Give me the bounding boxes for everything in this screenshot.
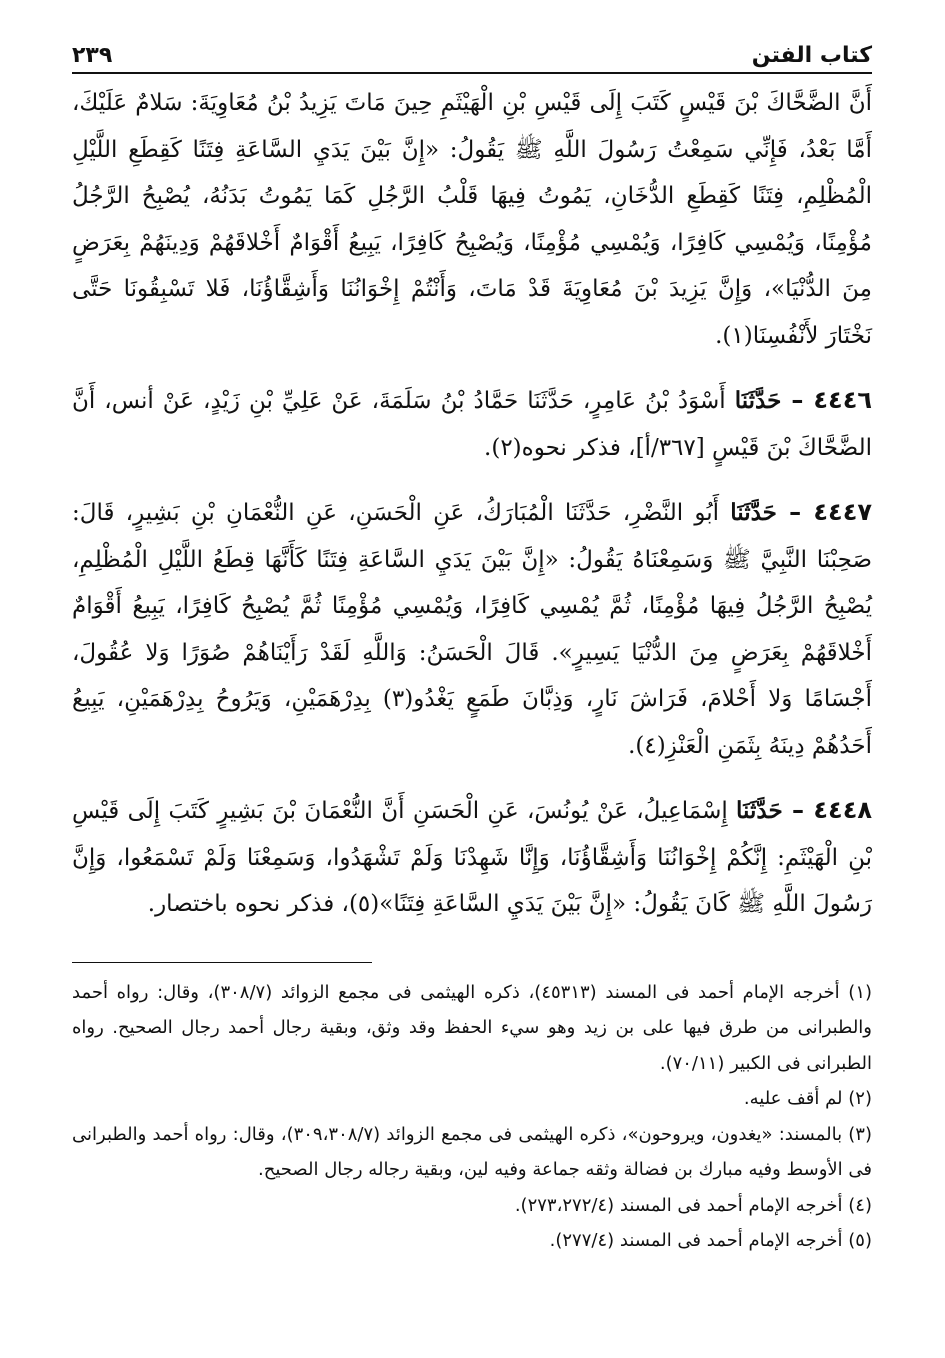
book-page [72, 28, 872, 1338]
hadith-number: ٤٤٤٦ [813, 386, 872, 414]
hadith-continuation [72, 80, 872, 359]
footnote: (٣) بالمسند: «يغدون، ويروحون»، ذكره الهيثمى فى مجمع الزوائد (٣٠٩،٣٠٨/٧)، وقال: رواه أحمد والطبرانى فى الأوسط وفيه مبارك بن فضالة وثقه جماعة وفيه لين، وبقية رجاله رجال الصحيح. [72, 1123, 872, 1180]
footnote: (١) أخرجه الإمام أحمد فى المسند (٤٥٣١٣)، ذكره الهيثمى فى مجمع الزوائد (٣٠٨/٧)، وقال: رواه أحمد والطبرانى من طرق فيها على بن زيد وهو سيء الحفظ وقد وثق، وبقية رجال أحمد رجال الصحيح. رواه الطبرانى فى الكبير (٧٠/١١). [72, 981, 873, 1074]
hadith-dash: – [781, 386, 814, 414]
hadith-4448 [72, 787, 872, 928]
footnote: (٤) أخرجه الإمام أحمد فى المسند (٢٧٣،٢٧٢/٤). [514, 1194, 872, 1216]
hadith-4447 [72, 489, 872, 769]
hadith-lead: حَدَّثَنَا [734, 387, 782, 414]
hadith-text: أَنَّ الضَّحَّاكَ بْنَ قَيْسٍ كَتَبَ إِلَى قَيْسِ بْنِ الْهَيْثَمِ حِينَ مَاتَ يَزِيدُ بْنُ مُعَاوِيَةَ: سَلامٌ عَلَيْكَ، أَمَّا بَعْدُ، فَإِنِّي سَمِعْتُ رَسُولَ اللَّهِ ﷺ يَقُولُ: «إِنَّ بَيْنَ يَدَيِ السَّاعَةِ فِتَنًا كَقِطَعِ اللَّيْلِ الْمُظْلِمِ، فِتَنًا كَقِطَعِ الدُّخَانِ، يَمُوتُ فِيهَا قَلْبُ الرَّجُلِ كَمَا يَمُوتُ بَدَنُهُ، يُصْبِحُ الرَّجُلُ مُؤْمِنًا، وَيُمْسِي كَافِرًا، وَيُمْسِي مُؤْمِنًا، وَيُصْبِحُ كَافِرًا، يَبِيعُ أَقْوَامٌ أَخْلاقَهُمْ وَدِينَهُمْ بِعَرَضٍ مِنَ الدُّنْيَا»، وَإِنَّ يَزِيدَ بْنَ مُعَاوِيَةَ قَدْ مَاتَ، وَأَنْتُمْ إِخْوَانُنَا وَأَشِقَّاؤُنَا، فَلا تَسْبِقُونَا حَتَّى نَخْتَارَ لأَنْفُسِنَا(١). [72, 90, 872, 349]
hadith-4446 [72, 377, 872, 471]
hadith-text: أَسْوَدُ بْنُ عَامِرٍ، حَدَّثَنَا حَمَّادُ بْنُ سَلَمَةَ، عَنْ عَلِيِّ بْنِ زَيْدٍ، عَنْ أنس، أَنَّ الضَّحَّاكَ بْنَ قَيْسٍ [٣٦٧/أ]، فذكر نحوه(٢). [72, 388, 872, 461]
page-number: ٢٣٩ [72, 43, 113, 68]
book-title: كتاب الفتن [751, 43, 872, 68]
footnote-separator [72, 962, 372, 963]
footnote-separator-wrap [72, 962, 872, 963]
running-header [72, 28, 872, 74]
hadith-dash: – [776, 498, 814, 526]
hadith-number: ٤٤٤٧ [813, 498, 872, 526]
hadith-lead: حَدَّثَنَا [736, 797, 783, 824]
footnote: (٢) لم أقف عليه. [743, 1088, 872, 1109]
footnote: (٥) أخرجه الإمام أحمد فى المسند (٢٧٧/٤). [549, 1230, 872, 1251]
hadith-number: ٤٤٤٨ [813, 796, 872, 824]
hadith-lead: حَدَّثَنَا [730, 499, 777, 526]
footnotes [72, 975, 872, 1259]
hadith-dash: – [782, 796, 814, 824]
hadith-text: إِسْمَاعِيلُ، عَنْ يُونُسَ، عَنِ الْحَسَنِ أَنَّ النُّعْمَانَ بْنَ بَشِيرٍ كَتَبَ إِلَى قَيْسِ بْنِ الْهَيْثَمِ: إِنَّكُمْ إِخْوَانُنَا وَأَشِقَّاؤُنَا، وَإِنَّا شَهِدْنَا وَلَمْ تَشْهَدُوا، وَسَمِعْنَا وَلَمْ تَسْمَعُوا، وَإِنَّ رَسُولَ اللَّهِ ﷺ كَانَ يَقُولُ: «إِنَّ بَيْنَ يَدَيِ السَّاعَةِ فِتَنًا»(٥)، فذكر نحوه باختصار. [72, 798, 872, 917]
main-text [72, 80, 872, 928]
hadith-text: أَبُو النَّضْرِ، حَدَّثَنَا الْمُبَارَكُ، عَنِ الْحَسَنِ، عَنِ النُّعْمَانِ بْنِ بَشِيرٍ، قَالَ: صَحِبْنَا النَّبِيَّ ﷺ وَسَمِعْنَاهُ يَقُولُ: «إِنَّ بَيْنَ يَدَيِ السَّاعَةِ فِتَنًا كَأَنَّهَا قِطَعُ اللَّيْلِ الْمُظْلِمِ، يُصْبِحُ الرَّجُلُ فِيهَا مُؤْمِنًا، ثُمَّ يُمْسِي كَافِرًا، وَيُمْسِي مُؤْمِنًا ثُمَّ يُصْبِحُ كَافِرًا، يَبِيعُ أَقْوَامٌ أَخْلاقَهُمْ بِعَرَضٍ مِنَ الدُّنْيَا يَسِيرٍ». قَالَ الْحَسَنُ: وَاللَّهِ لَقَدْ رَأَيْنَاهُمْ صُوَرًا وَلا عُقُولَ، أَجْسَامًا وَلا أَحْلامَ، فَرَاشَ نَارٍ، وَذِبَّانَ طَمَعٍ يَغْدُو(٣) بِدِرْهَمَيْنِ، وَيَرُوحُ بِدِرْهَمَيْنِ، يَبِيعُ أَحَدُهُمْ دِينَهُ بِثَمَنِ الْعَنْزِ(٤). [72, 500, 872, 759]
